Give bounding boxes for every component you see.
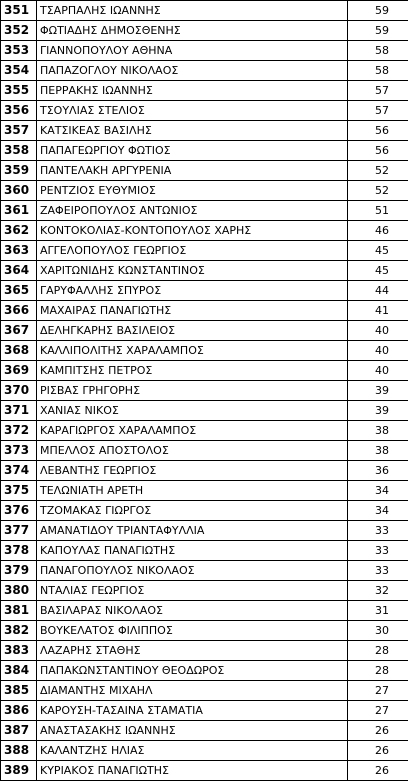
score-cell: 59 [348, 21, 408, 41]
table-row [1, 541, 408, 561]
rank-cell: 378 [1, 541, 37, 561]
score-cell: 33 [348, 521, 408, 541]
score-cell: 44 [348, 281, 408, 301]
rank-cell: 375 [1, 481, 37, 501]
table-row [1, 621, 408, 641]
name-cell: ΒΑΣΙΛΑΡΑΣ ΝΙΚΟΛΑΟΣ [37, 601, 348, 621]
rank-cell: 353 [1, 41, 37, 61]
name-cell: ΜΑΧΑΙΡΑΣ ΠΑΝΑΓΙΩΤΗΣ [37, 301, 348, 321]
score-cell: 52 [348, 181, 408, 201]
table-row [1, 721, 408, 741]
score-cell: 34 [348, 481, 408, 501]
rank-cell: 385 [1, 681, 37, 701]
rank-cell: 363 [1, 241, 37, 261]
name-cell: ΛΕΒΑΝΤΗΣ ΓΕΩΡΓΙΟΣ [37, 461, 348, 481]
rank-cell: 379 [1, 561, 37, 581]
rank-cell: 387 [1, 721, 37, 741]
name-cell: ΑΜΑΝΑΤΙΔΟΥ ΤΡΙΑΝΤΑΦΥΛΛΙΑ [37, 521, 348, 541]
table-row [1, 761, 408, 781]
rank-cell: 389 [1, 761, 37, 781]
table-row [1, 221, 408, 241]
name-cell: ΛΑΖΑΡΗΣ ΣΤΑΘΗΣ [37, 641, 348, 661]
table-row [1, 641, 408, 661]
table-row [1, 321, 408, 341]
rank-cell: 358 [1, 141, 37, 161]
name-cell: ΠΑΠΑΖΟΓΛΟΥ ΝΙΚΟΛΑΟΣ [37, 61, 348, 81]
name-cell: ΧΑΡΙΤΩΝΙΔΗΣ ΚΩΝΣΤΑΝΤΙΝΟΣ [37, 261, 348, 281]
score-cell: 39 [348, 401, 408, 421]
name-cell: ΚΥΡΙΑΚΟΣ ΠΑΝΑΓΙΩΤΗΣ [37, 761, 348, 781]
table-row [1, 601, 408, 621]
table-row [1, 441, 408, 461]
name-cell: ΦΩΤΙΑΔΗΣ ΔΗΜΟΣΘΕΝΗΣ [37, 21, 348, 41]
rank-cell: 361 [1, 201, 37, 221]
rank-cell: 365 [1, 281, 37, 301]
name-cell: ΡΕΝΤΖΙΟΣ ΕΥΘΥΜΙΟΣ [37, 181, 348, 201]
table-row [1, 661, 408, 681]
table-row [1, 461, 408, 481]
score-cell: 39 [348, 381, 408, 401]
table-row [1, 401, 408, 421]
table-row [1, 21, 408, 41]
rank-cell: 357 [1, 121, 37, 141]
rank-cell: 384 [1, 661, 37, 681]
rank-cell: 368 [1, 341, 37, 361]
name-cell: ΚΑΠΟΥΛΑΣ ΠΑΝΑΓΙΩΤΗΣ [37, 541, 348, 561]
score-cell: 26 [348, 761, 408, 781]
rank-cell: 351 [1, 1, 37, 21]
score-cell: 45 [348, 261, 408, 281]
score-cell: 52 [348, 161, 408, 181]
name-cell: ΤΕΛΩΝΙΑΤΗ ΑΡΕΤΗ [37, 481, 348, 501]
table-row [1, 301, 408, 321]
score-cell: 40 [348, 321, 408, 341]
table-row [1, 261, 408, 281]
score-cell: 33 [348, 561, 408, 581]
score-cell: 57 [348, 101, 408, 121]
score-cell: 36 [348, 461, 408, 481]
table-row [1, 581, 408, 601]
table-row [1, 741, 408, 761]
rank-cell: 362 [1, 221, 37, 241]
rank-cell: 359 [1, 161, 37, 181]
rank-cell: 366 [1, 301, 37, 321]
rank-cell: 388 [1, 741, 37, 761]
score-cell: 27 [348, 701, 408, 721]
table-row [1, 121, 408, 141]
table-row [1, 1, 408, 21]
score-cell: 40 [348, 341, 408, 361]
table-row [1, 101, 408, 121]
table-row [1, 341, 408, 361]
table-row [1, 361, 408, 381]
name-cell: ΚΑΡΑΓΙΩΡΓΟΣ ΧΑΡΑΛΑΜΠΟΣ [37, 421, 348, 441]
score-cell: 26 [348, 741, 408, 761]
score-cell: 31 [348, 601, 408, 621]
rank-cell: 373 [1, 441, 37, 461]
name-cell: ΠΑΝΤΕΛΑΚΗ ΑΡΓΥΡΕΝΙΑ [37, 161, 348, 181]
name-cell: ΑΓΓΕΛΟΠΟΥΛΟΣ ΓΕΩΡΓΙΟΣ [37, 241, 348, 261]
table-row [1, 521, 408, 541]
name-cell: ΚΑΛΑΝΤΖΗΣ ΗΛΙΑΣ [37, 741, 348, 761]
rank-cell: 386 [1, 701, 37, 721]
score-cell: 40 [348, 361, 408, 381]
name-cell: ΖΑΦΕΙΡΟΠΟΥΛΟΣ ΑΝΤΩΝΙΟΣ [37, 201, 348, 221]
score-cell: 58 [348, 41, 408, 61]
name-cell: ΚΑΜΠΙΤΣΗΣ ΠΕΤΡΟΣ [37, 361, 348, 381]
rank-cell: 367 [1, 321, 37, 341]
rank-cell: 374 [1, 461, 37, 481]
name-cell: ΚΑΡΟΥΣΗ-ΤΑΣΑΙΝΑ ΣΤΑΜΑΤΙΑ [37, 701, 348, 721]
score-cell: 32 [348, 581, 408, 601]
name-cell: ΧΑΝΙΑΣ ΝΙΚΟΣ [37, 401, 348, 421]
table-row [1, 61, 408, 81]
score-cell: 58 [348, 61, 408, 81]
name-cell: ΝΤΑΛΙΑΣ ΓΕΩΡΓΙΟΣ [37, 581, 348, 601]
table-row [1, 181, 408, 201]
score-cell: 38 [348, 441, 408, 461]
table-row [1, 161, 408, 181]
rank-cell: 356 [1, 101, 37, 121]
name-cell: ΤΣΟΥΛΙΑΣ ΣΤΕΛΙΟΣ [37, 101, 348, 121]
name-cell: ΠΑΠΑΚΩΝΣΤΑΝΤΙΝΟΥ ΘΕΟΔΩΡΟΣ [37, 661, 348, 681]
name-cell: ΤΖΟΜΑΚΑΣ ΓΙΩΡΓΟΣ [37, 501, 348, 521]
name-cell: ΤΣΑΡΠΑΛΗΣ ΙΩΑΝΝΗΣ [37, 1, 348, 21]
name-cell: ΚΟΝΤΟΚΟΛΙΑΣ-ΚΟΝΤΟΠΟΥΛΟΣ ΧΑΡΗΣ [37, 221, 348, 241]
rank-cell: 382 [1, 621, 37, 641]
rank-cell: 352 [1, 21, 37, 41]
table-row [1, 481, 408, 501]
score-cell: 38 [348, 421, 408, 441]
table-row [1, 201, 408, 221]
score-cell: 30 [348, 621, 408, 641]
score-cell: 45 [348, 241, 408, 261]
score-cell: 26 [348, 721, 408, 741]
name-cell: ΠΑΝΑΓΟΠΟΥΛΟΣ ΝΙΚΟΛΑΟΣ [37, 561, 348, 581]
name-cell: ΓΙΑΝΝΟΠΟΥΛΟΥ ΑΘΗΝΑ [37, 41, 348, 61]
score-cell: 46 [348, 221, 408, 241]
table-row [1, 41, 408, 61]
rank-cell: 354 [1, 61, 37, 81]
name-cell: ΚΑΤΣΙΚΕΑΣ ΒΑΣΙΛΗΣ [37, 121, 348, 141]
score-cell: 41 [348, 301, 408, 321]
table-row [1, 141, 408, 161]
results-table-body [1, 1, 408, 781]
rank-cell: 370 [1, 381, 37, 401]
rank-cell: 369 [1, 361, 37, 381]
score-cell: 33 [348, 541, 408, 561]
name-cell: ΠΑΠΑΓΕΩΡΓΙΟΥ ΦΩΤΙΟΣ [37, 141, 348, 161]
rank-cell: 381 [1, 601, 37, 621]
score-cell: 56 [348, 141, 408, 161]
table-row [1, 561, 408, 581]
table-row [1, 281, 408, 301]
score-cell: 59 [348, 1, 408, 21]
table-row [1, 681, 408, 701]
score-cell: 51 [348, 201, 408, 221]
name-cell: ΡΙΣΒΑΣ ΓΡΗΓΟΡΗΣ [37, 381, 348, 401]
rank-cell: 372 [1, 421, 37, 441]
table-row [1, 421, 408, 441]
rank-cell: 376 [1, 501, 37, 521]
name-cell: ΜΠΕΛΛΟΣ ΑΠΟΣΤΟΛΟΣ [37, 441, 348, 461]
table-row [1, 701, 408, 721]
rank-cell: 371 [1, 401, 37, 421]
score-cell: 56 [348, 121, 408, 141]
table-row [1, 501, 408, 521]
score-cell: 28 [348, 641, 408, 661]
name-cell: ΠΕΡΡΑΚΗΣ ΙΩΑΝΝΗΣ [37, 81, 348, 101]
name-cell: ΑΝΑΣΤΑΣΑΚΗΣ ΙΩΑΝΝΗΣ [37, 721, 348, 741]
name-cell: ΓΑΡΥΦΑΛΛΗΣ ΣΠΥΡΟΣ [37, 281, 348, 301]
name-cell: ΚΑΛΛΙΠΟΛΙΤΗΣ ΧΑΡΑΛΑΜΠΟΣ [37, 341, 348, 361]
rank-cell: 377 [1, 521, 37, 541]
rank-cell: 380 [1, 581, 37, 601]
name-cell: ΒΟΥΚΕΛΑΤΟΣ ΦΙΛΙΠΠΟΣ [37, 621, 348, 641]
table-row [1, 241, 408, 261]
score-cell: 57 [348, 81, 408, 101]
table-row [1, 381, 408, 401]
name-cell: ΔΕΛΗΓΚΑΡΗΣ ΒΑΣΙΛΕΙΟΣ [37, 321, 348, 341]
rank-cell: 355 [1, 81, 37, 101]
score-cell: 28 [348, 661, 408, 681]
rank-cell: 383 [1, 641, 37, 661]
score-cell: 34 [348, 501, 408, 521]
score-cell: 27 [348, 681, 408, 701]
name-cell: ΔΙΑΜΑΝΤΗΣ ΜΙΧΑΗΛ [37, 681, 348, 701]
rank-cell: 364 [1, 261, 37, 281]
rank-cell: 360 [1, 181, 37, 201]
table-row [1, 81, 408, 101]
